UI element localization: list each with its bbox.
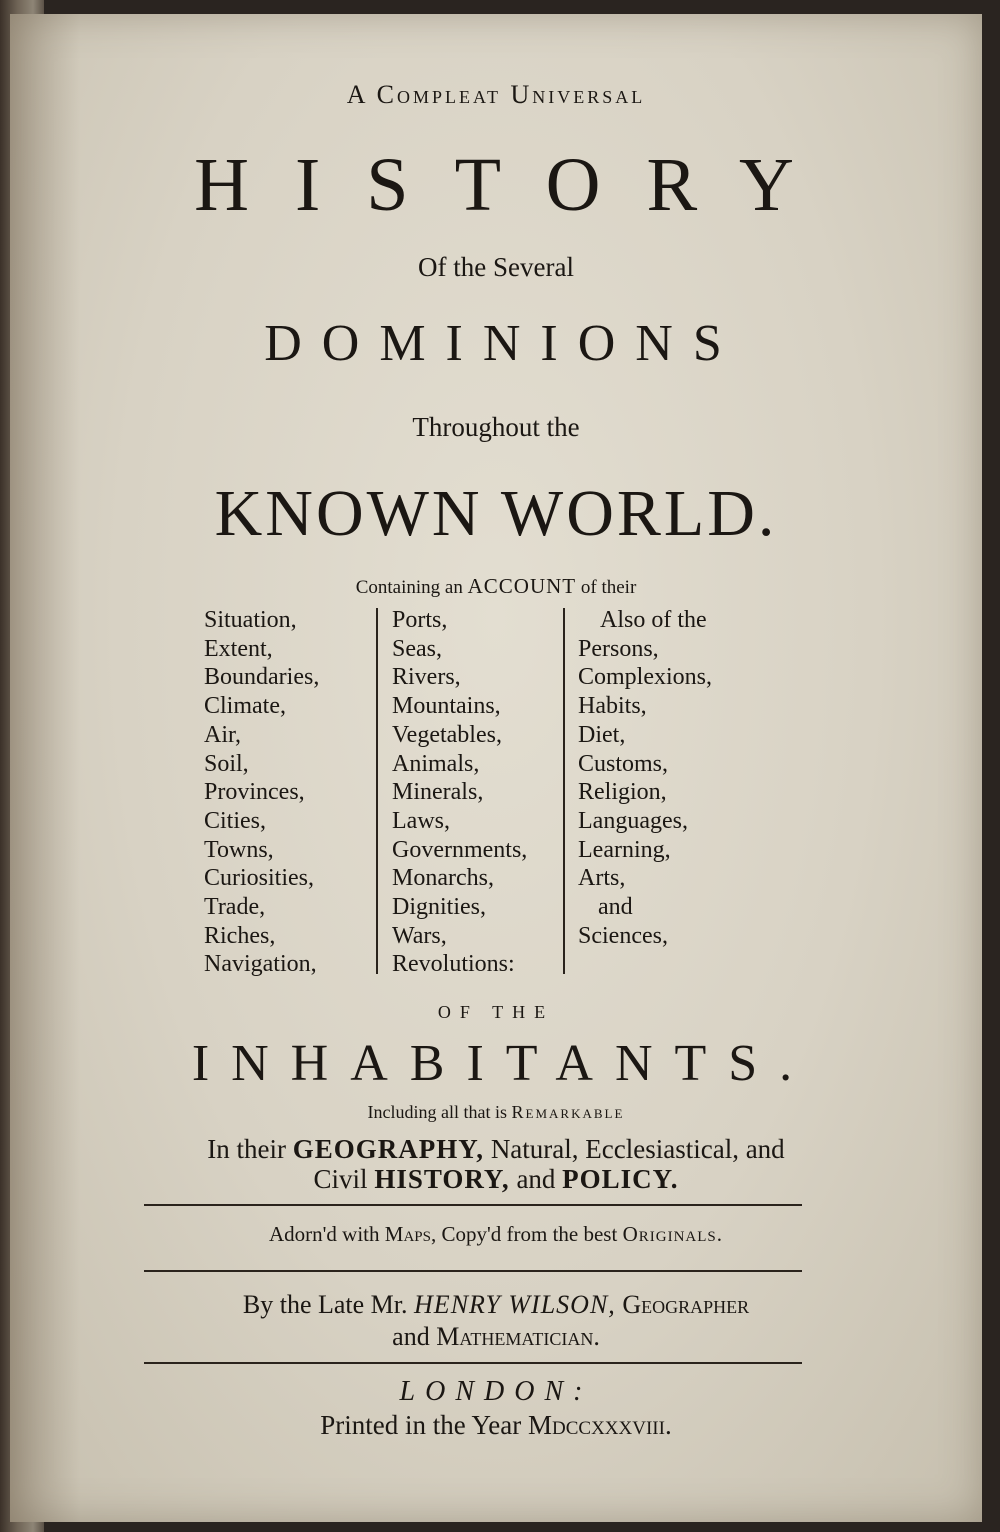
containing-line bbox=[10, 574, 982, 599]
col3-item: Languages, bbox=[578, 807, 688, 834]
col2-item: Minerals, bbox=[392, 779, 484, 806]
col1-item: Climate, bbox=[204, 693, 286, 720]
subtitle-of-the-several: Of the Several bbox=[418, 252, 574, 282]
author-line-2 bbox=[10, 1322, 982, 1352]
adornd-line bbox=[10, 1222, 982, 1247]
col3-item: Religion, bbox=[578, 779, 667, 806]
col1-item: Cities, bbox=[204, 807, 267, 834]
including-line bbox=[10, 1102, 982, 1123]
col2-item: Laws, bbox=[392, 807, 450, 834]
column-2 bbox=[392, 606, 527, 979]
col1-item: Navigation, bbox=[204, 951, 317, 978]
imprint-place: LONDON: bbox=[399, 1376, 593, 1407]
containing-post: of their bbox=[580, 577, 637, 598]
col1-item: Air, bbox=[204, 721, 242, 748]
author-and: and bbox=[392, 1322, 430, 1351]
main-title: HISTORY bbox=[194, 143, 840, 227]
of-the-line: OF THE bbox=[437, 1002, 555, 1022]
col1-item: Riches, bbox=[204, 922, 276, 949]
rule-2 bbox=[144, 1270, 802, 1272]
column-3 bbox=[578, 606, 712, 950]
header-line: A Compleat Universal bbox=[346, 80, 646, 109]
adornd-pre: Adorn'd with bbox=[268, 1222, 380, 1246]
col2-item: Revolutions: bbox=[392, 951, 515, 978]
title-known-world: KNOWN WORLD. bbox=[214, 477, 778, 550]
column-1 bbox=[204, 606, 319, 979]
geo-word: GEOGRAPHY, bbox=[292, 1134, 485, 1164]
author-role: Geographer bbox=[622, 1290, 750, 1319]
col2-item: Vegetables, bbox=[392, 721, 502, 748]
col3-heading: Also of the bbox=[600, 607, 707, 633]
author-pre: By the Late Mr. bbox=[242, 1290, 408, 1319]
adornd-maps: Maps, bbox=[384, 1222, 437, 1246]
col2-item: Seas, bbox=[392, 635, 442, 662]
containing-word: ACCOUNT bbox=[467, 574, 577, 598]
col2-item: Governments, bbox=[392, 836, 528, 863]
printed-year: Mdccxxxviii. bbox=[528, 1410, 672, 1440]
col1-item: Extent, bbox=[204, 635, 273, 662]
civil-policy: POLICY. bbox=[562, 1164, 679, 1194]
containing-pre: Containing an bbox=[355, 577, 463, 598]
subtitle-throughout: Throughout the bbox=[412, 412, 580, 442]
col2-item: Animals, bbox=[392, 750, 480, 777]
title-page bbox=[10, 14, 982, 1522]
col1-item: Provinces, bbox=[204, 779, 305, 806]
topic-columns bbox=[198, 602, 798, 978]
imprint-date-line bbox=[10, 1410, 982, 1441]
civil-and: and bbox=[516, 1164, 556, 1194]
author-name: HENRY WILSON, bbox=[414, 1290, 616, 1319]
geography-line bbox=[10, 1134, 982, 1165]
col1-item: Curiosities, bbox=[204, 865, 315, 892]
col3-item: Learning, bbox=[578, 836, 671, 863]
col1-item: Towns, bbox=[204, 836, 274, 863]
col3-item: Persons, bbox=[578, 635, 659, 662]
title-inhabitants: INHABITANTS. bbox=[191, 1035, 815, 1092]
rule-3 bbox=[144, 1362, 802, 1364]
col2-item: Wars, bbox=[392, 922, 447, 949]
civil-history: HISTORY, bbox=[374, 1164, 510, 1194]
col2-item: Ports, bbox=[392, 607, 448, 633]
col1-item: Trade, bbox=[204, 894, 266, 921]
col3-item: Diet, bbox=[578, 721, 626, 748]
col2-item: Mountains, bbox=[392, 693, 501, 720]
col3-item: Customs, bbox=[578, 750, 669, 777]
civil-pre: Civil bbox=[313, 1164, 368, 1194]
column-divider bbox=[563, 608, 565, 974]
rule-1 bbox=[144, 1204, 802, 1206]
author-role-2: Mathematician. bbox=[436, 1322, 600, 1351]
col3-and: and bbox=[598, 894, 633, 921]
column-divider bbox=[376, 608, 378, 974]
including-pre: Including all that is bbox=[367, 1102, 508, 1122]
title-dominions: DOMINIONS bbox=[264, 315, 742, 372]
col1-item: Boundaries, bbox=[204, 664, 320, 691]
col1-item: Soil, bbox=[204, 750, 249, 777]
author-line bbox=[10, 1290, 982, 1320]
col3-item: Sciences, bbox=[578, 922, 668, 949]
col3-item: Arts, bbox=[578, 865, 626, 892]
geo-pre: In their bbox=[207, 1134, 287, 1164]
adornd-mid: Copy'd from the best bbox=[441, 1222, 618, 1246]
adornd-originals: Originals. bbox=[622, 1222, 723, 1246]
col1-item: Situation, bbox=[204, 607, 297, 633]
col3-item: Habits, bbox=[578, 693, 647, 720]
including-word: Remarkable bbox=[511, 1102, 625, 1122]
geo-mid: Natural, Ecclesiastical, and bbox=[490, 1134, 785, 1164]
col2-item: Monarchs, bbox=[392, 865, 494, 892]
col2-item: Rivers, bbox=[392, 664, 461, 691]
printed-pre: Printed in the Year bbox=[320, 1410, 522, 1440]
col2-item: Dignities, bbox=[392, 894, 486, 921]
civil-history-line bbox=[10, 1164, 982, 1195]
col3-item: Complexions, bbox=[578, 664, 713, 691]
